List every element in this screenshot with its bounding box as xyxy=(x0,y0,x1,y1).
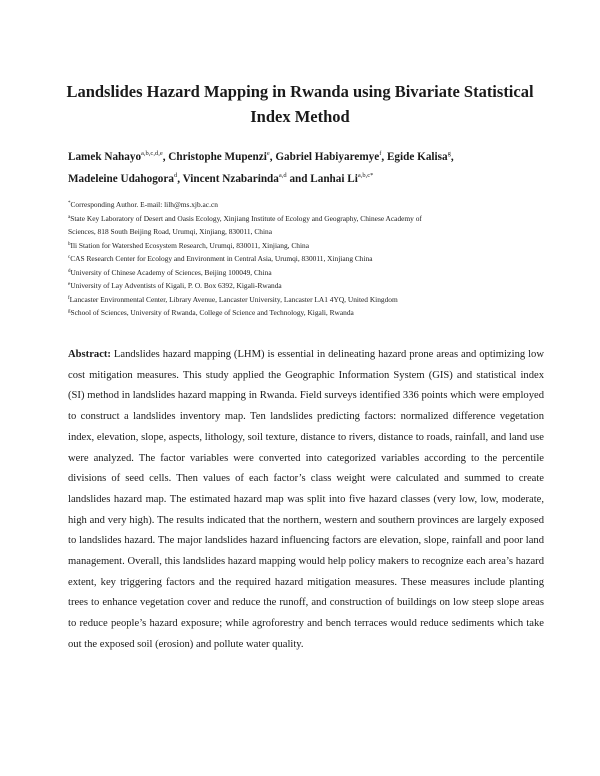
author-name: Lanhai Li xyxy=(310,172,358,185)
affiliation-text: CAS Research Center for Ecology and Environment in Central Asia, Urumqi, 830011, Xinjiang China xyxy=(70,254,373,263)
author-name: Christophe Mupenzi xyxy=(168,151,267,163)
affiliation-marker: d xyxy=(68,268,71,274)
affiliation-line xyxy=(68,293,538,307)
affiliation-marker: c xyxy=(68,255,71,260)
affiliation-text: School of Sciences, University of Rwanda, College of Science and Technology, Kigali, Rwanda xyxy=(70,308,354,317)
affiliation-line xyxy=(68,239,538,253)
affiliation-line xyxy=(68,198,538,212)
title-line-1: Landslides Hazard Mapping in Rwanda using Bivariate Statistical xyxy=(66,82,534,101)
author-name: Vincent Nzabarinda xyxy=(182,172,279,185)
author-separator: , xyxy=(381,151,387,163)
author-separator: , xyxy=(162,151,169,163)
affiliation-list xyxy=(68,198,538,320)
affiliation-text: Lancaster Environmental Center, Library Avenue, Lancaster University, Lancaster LA1 4YQ, United Kingdom xyxy=(69,294,398,304)
abstract-label: Abstract: xyxy=(68,349,111,360)
author-affiliation-marker: a,d xyxy=(278,171,287,179)
affiliation-text: University of Chinese Academy of Sciences, Beijing 100049, China xyxy=(70,267,272,277)
author-affiliation-marker: g xyxy=(447,150,451,157)
author-separator: , xyxy=(269,151,276,163)
affiliation-marker: g xyxy=(68,309,71,314)
author-affiliation-marker: a,b,c,d,e xyxy=(141,150,163,157)
author-name: Gabriel Habiyaremye xyxy=(275,151,380,163)
abstract xyxy=(68,345,544,656)
abstract-text: Landslides hazard mapping (LHM) is essential in delineating hazard prone areas and optimizing low cost mitigation measures. This study applied the Geographic Information System (GIS) and statistical index (SI) method in landslides hazard mapping in Rwanda. Field surveys identified 336 points which were employed to construct a landslides inventory map. Ten landslides predicting factors: normalized difference vegetation index, elevation, slope, aspects, lithology, soil texture, distance to rivers, distance to roads, rainfall, and land use were analyzed. The factor variables were converted into categorized variables according to the percentile divisions of seed cells. Then values of each factor’s class weight were calculated and summed to create landslides hazard map. The estimated hazard map was split into five hazard classes (very low, low, moderate, high and very high). The results indicated that the northern, western and southern provinces are largely exposed to landslides hazard. The major landslides hazard influencing factors are elevation, slope, rainfall and poor land management. Overall, this landslides hazard mapping would help policy makers to recognize each area’s hazard extent, key triggering factors and the required hazard mitigation measures. These measures include planting trees to enhance vegetation cover and reduce the runoff, and construction of buildings on low steep slope areas to reduce people’s hazard exposure; while agroforestry and bench terraces would reduce sediments which take out the exposed soil (erosion) and pollute water quality. xyxy=(68,349,544,650)
author-name: Egide Kalisa xyxy=(386,151,448,163)
affiliation-marker: f xyxy=(68,295,70,301)
affiliation-marker: a xyxy=(68,214,71,220)
affiliation-text: Corresponding Author. E-mail: lilh@ms.xjb.ac.cn xyxy=(70,200,218,209)
affiliation-text: University of Lay Adventists of Kigali, P. O. Box 6392, Kigali-Rwanda xyxy=(70,281,282,290)
author-affiliation-marker: f xyxy=(379,150,382,157)
paper-title xyxy=(40,79,560,129)
affiliation-line xyxy=(68,266,538,280)
author-affiliation-marker: d xyxy=(173,171,178,179)
affiliation-text: Ili Station for Watershed Ecosystem Research, Urumqi, 830011, Xinjiang, China xyxy=(70,240,310,250)
author-separator: and xyxy=(286,172,311,185)
affiliation-line xyxy=(68,225,538,239)
affiliation-text: State Key Laboratory of Desert and Oasis Ecology, Xinjiang Institute of Ecology and Geography, Chinese Academy of xyxy=(70,213,422,223)
affiliation-line xyxy=(68,279,538,293)
affiliation-marker: b xyxy=(68,241,71,247)
affiliation-line xyxy=(68,306,538,320)
author-name: Lamek Nahayo xyxy=(68,151,142,163)
affiliation-marker: e xyxy=(68,282,71,287)
affiliation-text: Sciences, 818 South Beijing Road, Urumqi, Xinjiang, 830011, China xyxy=(68,227,272,236)
affiliation-line xyxy=(68,252,538,266)
author-affiliation-marker: e xyxy=(266,150,270,157)
author-list xyxy=(68,147,548,190)
author-affiliation-marker: a,b,c* xyxy=(357,171,374,179)
affiliation-marker: * xyxy=(68,201,71,206)
author-separator: , xyxy=(177,172,183,185)
author-name: Madeleine Udahogora xyxy=(68,172,174,185)
affiliation-line xyxy=(68,212,538,226)
author-separator: , xyxy=(450,151,454,163)
title-line-2: Index Method xyxy=(250,107,350,126)
